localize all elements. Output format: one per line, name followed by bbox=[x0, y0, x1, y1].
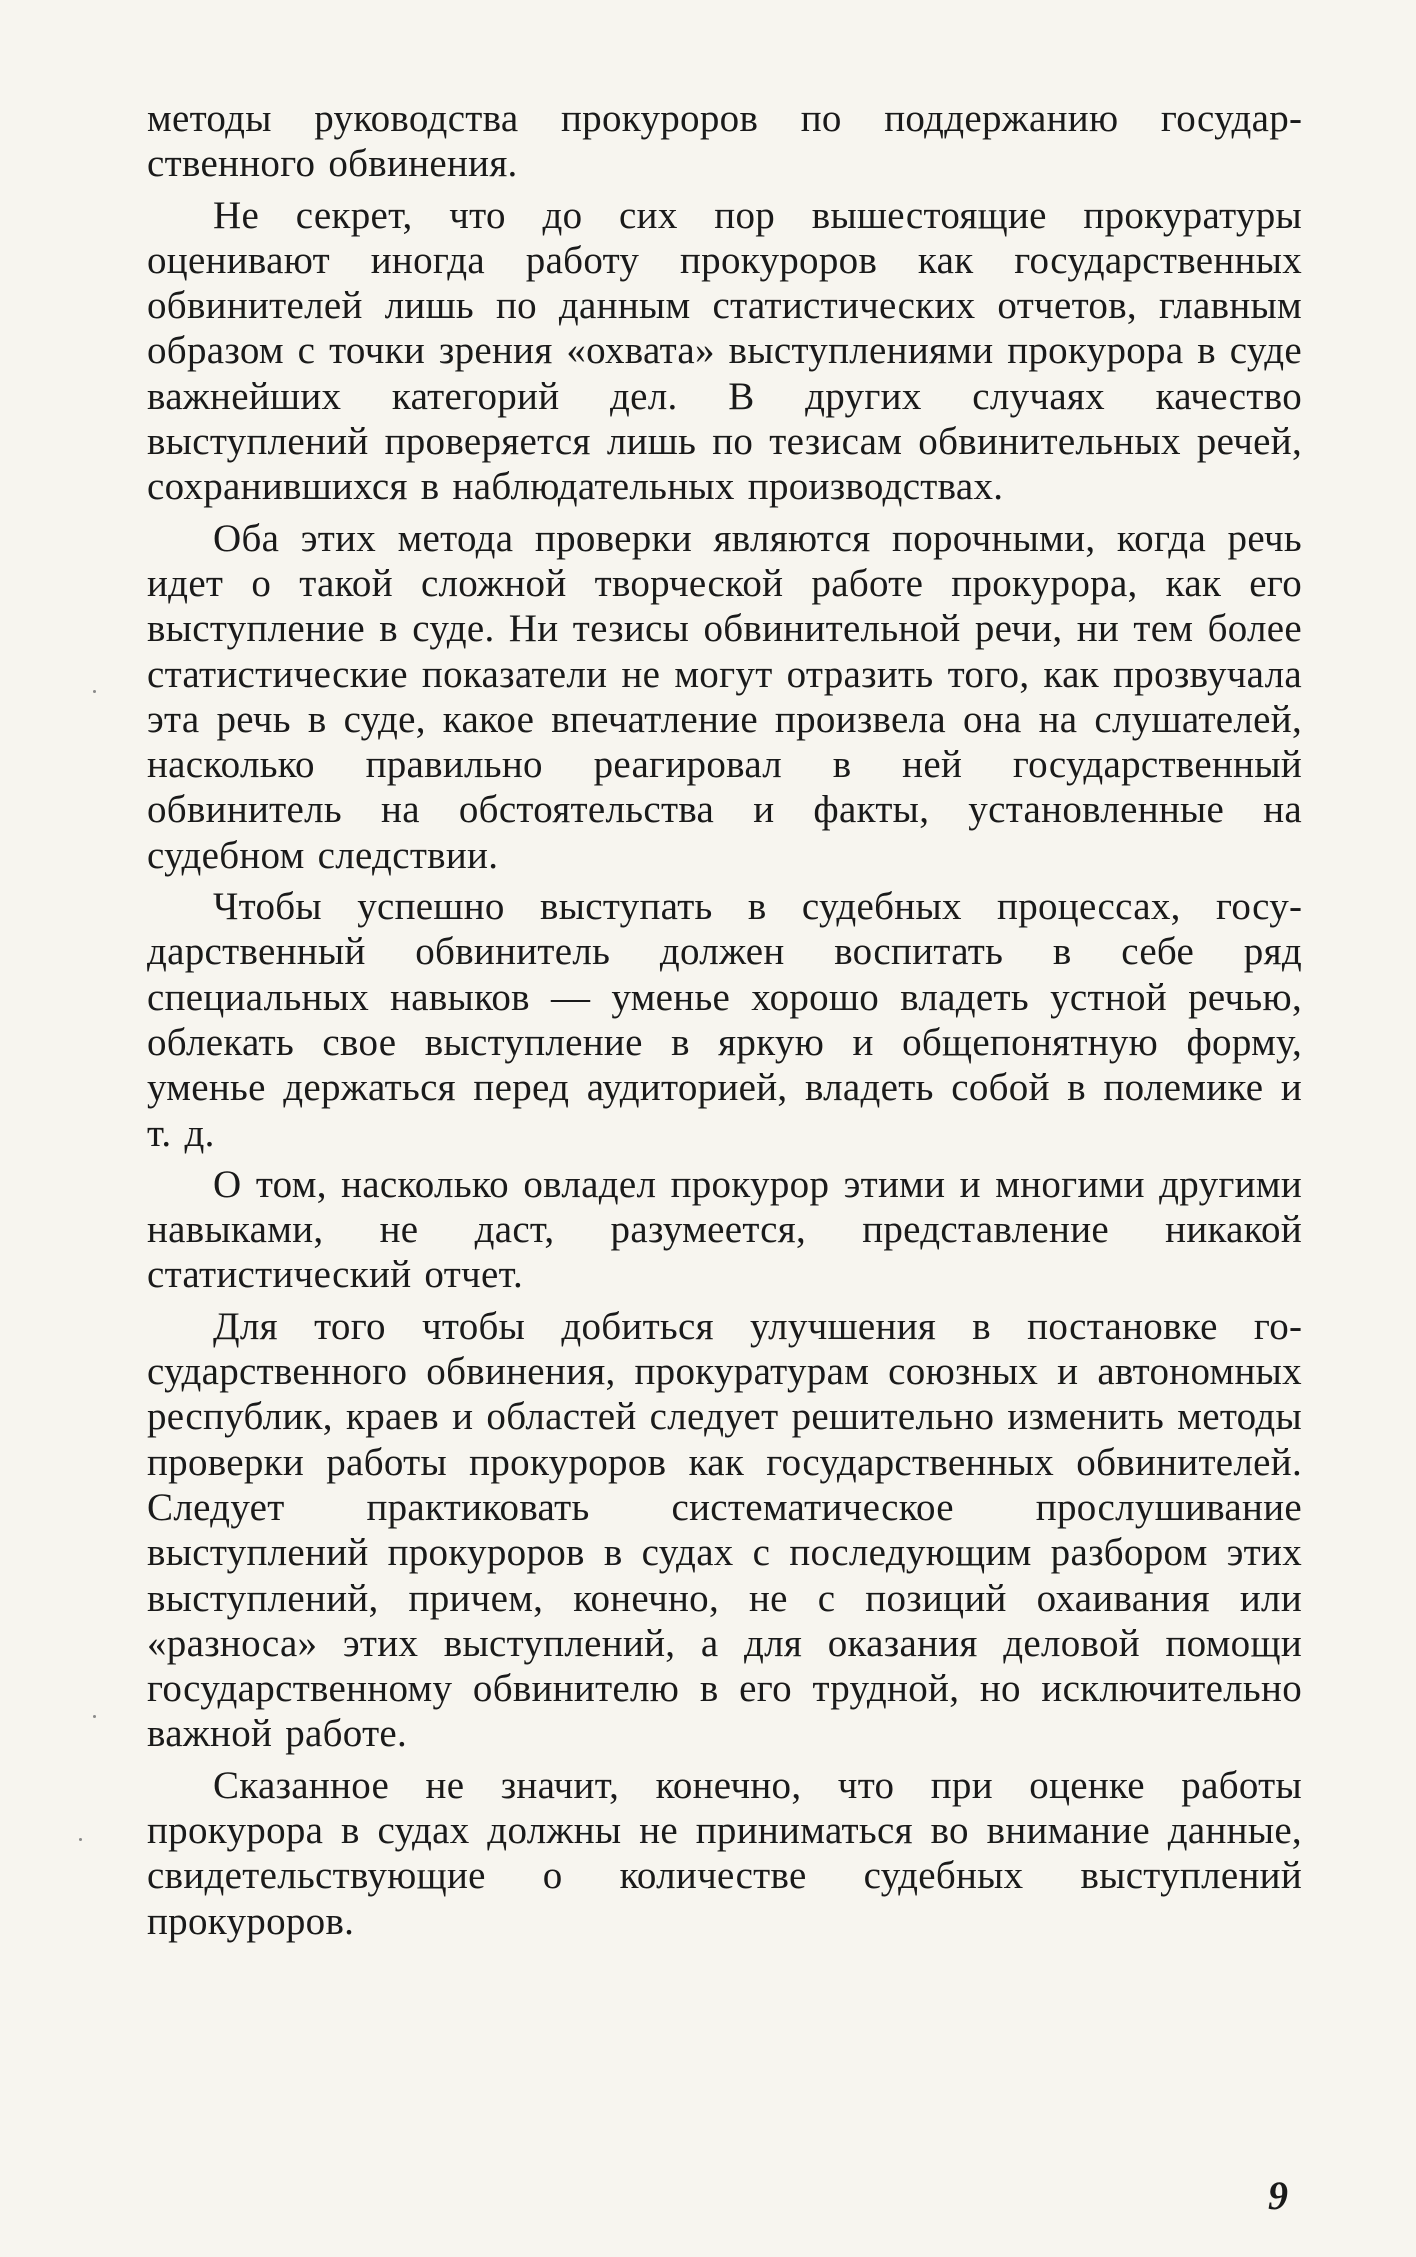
paragraph-conclusion: Сказанное не значит, конечно, что при оценке работы прокурора в судах должны не приниматься во внимание данные, свидетельствующие о количестве судебных выступлений прокуроров. bbox=[147, 1763, 1302, 1943]
page-body bbox=[147, 96, 1302, 1944]
print-speck bbox=[79, 1838, 82, 1841]
print-speck bbox=[93, 690, 96, 693]
paragraph-statistics-criticism: Не секрет, что до сих пор вышестоящие прокуратуры оценивают иногда работу прокуроров как государственных обвинителей лишь по данным статистических отчетов, главным образом с точки зрения «охвата» выступлениями прокурора в суде важнейших категорий дел. В других случаях качество выступлений проверяется лишь по тезисам обвинительных речей, сохранившихся в наблюдательных производствах. bbox=[147, 193, 1302, 509]
paragraph-required-skills: Чтобы успешно выступать в судебных процессах, государственный обвинитель должен воспитать в себе ряд специальных навыков — уменье хорошо владеть устной речью, облекать свое выступление в яркую и общепонятную форму, уменье держаться перед аудиторией, владеть собой в полемике и т. д. bbox=[147, 885, 1302, 1155]
paragraph-change-methods: Для того чтобы добиться улучшения в постановке государственного обвинения, прокуратурам союзных и автономных республик, краев и областей следует решительно изменить методы проверки работы прокуроров как государственных обвинителей. Следует практиковать систематическое прослушивание выступлений прокуроров в судах с последующим разбором этих выступлений, причем, конечно, не с позиций охаивания или «разноса» этих выступлений, а для оказания деловой помощи государственному обвинителю в его трудной, но исключительно важной работе. bbox=[147, 1304, 1302, 1756]
paragraph-no-statistics: О том, насколько овладел прокурор этими и многими другими навыками, не даст, разумеется, представление никакой статистический отчет. bbox=[147, 1162, 1302, 1297]
page-number: 9 bbox=[1268, 2173, 1288, 2218]
paragraph-flawed-methods: Оба этих метода проверки являются порочными, когда речь идет о такой сложной творческой работе прокурора, как его выступление в суде. Ни тезисы обвинительной речи, ни тем более статистические показатели не могут отразить того, как прозвучала эта речь в суде, какое впечатление произвела она на слушателей, насколько правильно реагировал в ней государственный обвинитель на обстоятельства и факты, установленные на судебном следствии. bbox=[147, 516, 1302, 877]
paragraph-continued: методы руководства прокуроров по поддержанию государственного обвинения. bbox=[147, 97, 1302, 186]
print-speck bbox=[93, 1715, 96, 1718]
